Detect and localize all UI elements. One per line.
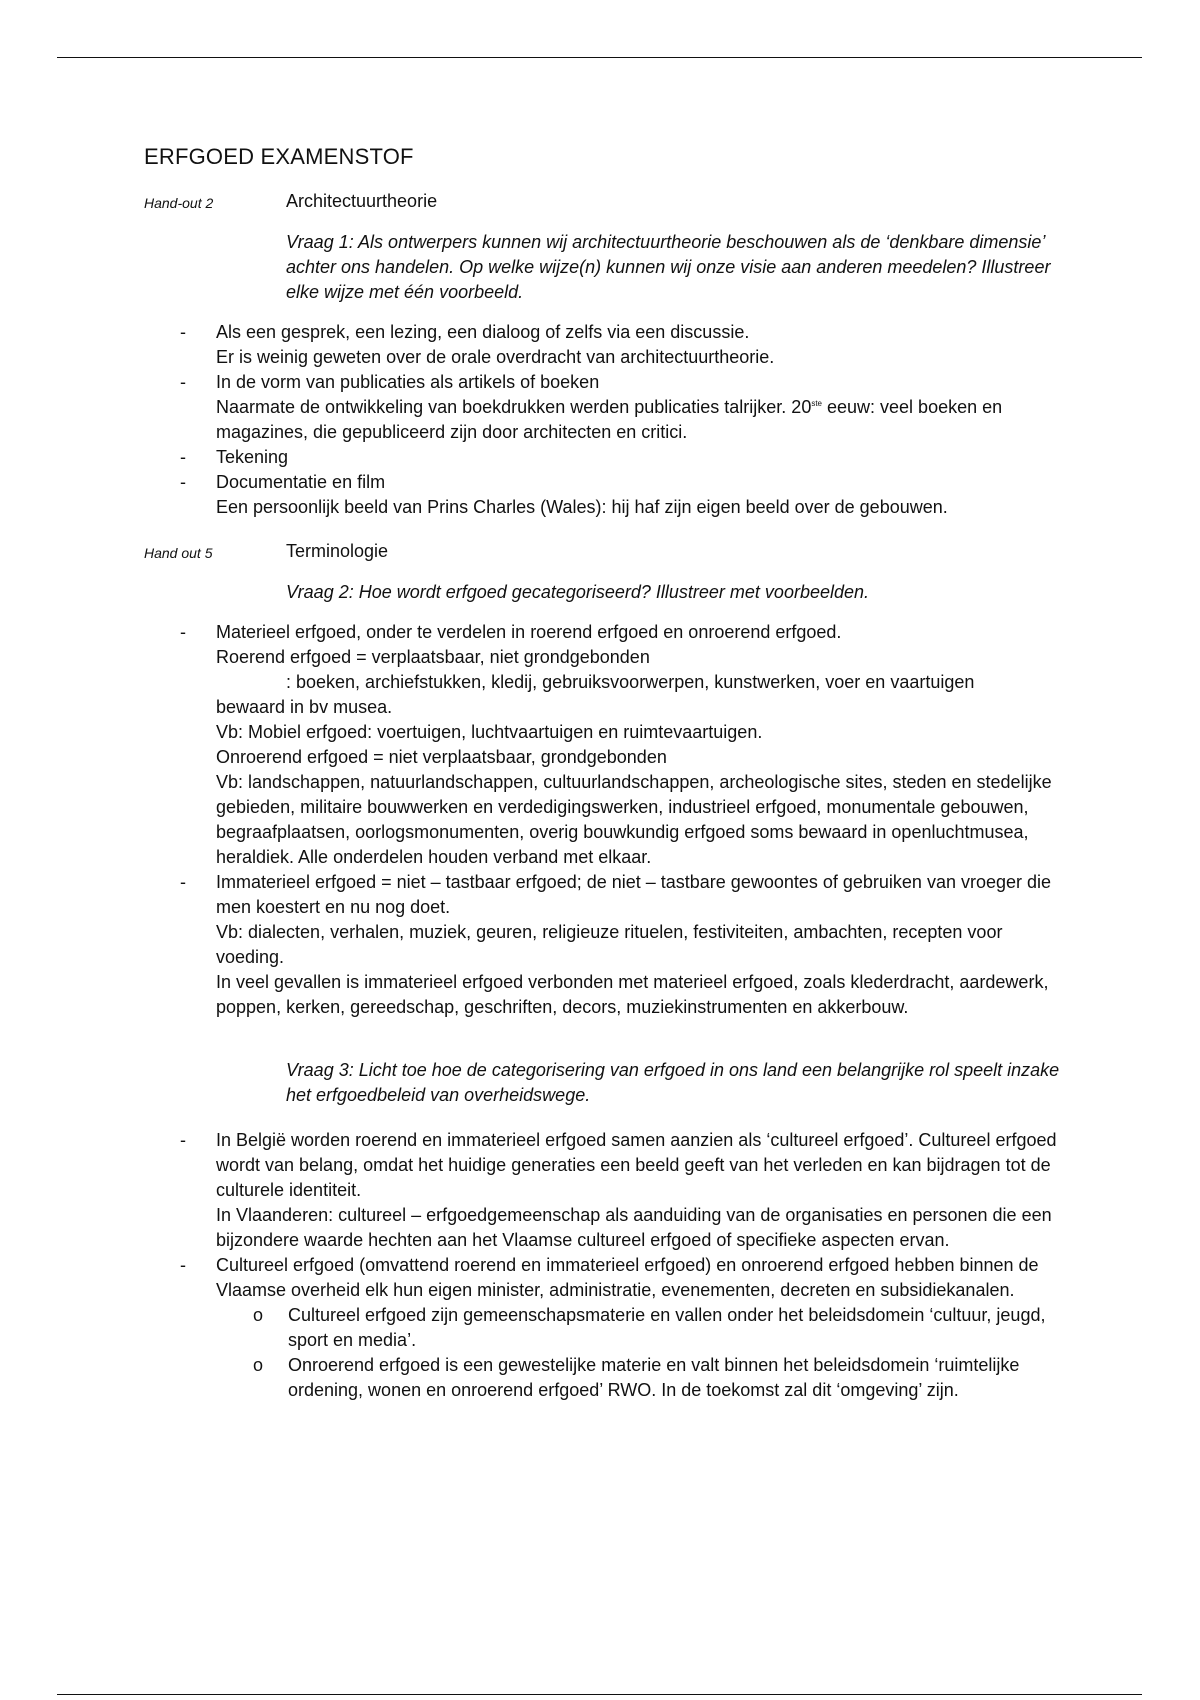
- list-item: [175, 870, 1075, 1020]
- item-line: Vb: landschappen, natuurlandschappen, cultuurlandschappen, archeologische sites, steden en stedelijke gebieden, militaire bouwwerken en verdedigingswerken, industrieel erfgoed, monumentale gebouwen, begraafplaatsen, oorlogsmonumenten, overig bouwkundig erfgoed soms bewaard in openluchtmusea, heraldiek. Alle onderdelen houden verband met elkaar.: [216, 772, 1052, 867]
- handout-label: Hand out 5: [144, 545, 213, 561]
- list-item: [175, 320, 1075, 370]
- document-title: ERFGOED EXAMENSTOF: [144, 144, 414, 169]
- item-line: Een persoonlijk beeld van Prins Charles (Wales): hij haf zijn eigen beeld over de gebouwen.: [216, 497, 948, 517]
- question-text: Vraag 2: Hoe wordt erfgoed gecategoriseerd? Illustreer met voorbeelden.: [286, 582, 870, 602]
- list-item: [175, 620, 1075, 870]
- item-line: - Tekening: [216, 447, 289, 467]
- section-title: Terminologie: [286, 541, 389, 561]
- item-line: Vb: Mobiel erfgoed: voertuigen, luchtvaartuigen en ruimtevaartuigen.: [216, 722, 763, 742]
- item-line: Vb: dialecten, verhalen, muziek, geuren, religieuze rituelen, festiviteiten, ambachten, recepten voor voeding.: [216, 922, 1003, 967]
- header-rule: [57, 57, 1142, 58]
- handout-label: Hand-out 2: [144, 195, 214, 211]
- sub-list-item: o Cultureel erfgoed zijn gemeenschapsmaterie en vallen onder het beleidsdomein ‘cultuur, jeugd, sport en media’.: [216, 1303, 1075, 1353]
- item-line: Er is weinig geweten over de orale overdracht van architectuurtheorie.: [216, 347, 775, 367]
- item-text: eeuw: veel boeken en magazines, die gepubliceerd zijn door architecten en critici.: [216, 397, 1003, 442]
- item-line: - Als een gesprek, een lezing, een dialoog of zelfs via een discussie.: [216, 322, 750, 342]
- list-item: [175, 1128, 1075, 1253]
- question-text: Vraag 1: Als ontwerpers kunnen wij architectuurtheorie beschouwen als de ‘denkbare dimensie’ achter ons handelen. Op welke wijze(n) kunnen wij onze visie aan anderen meedelen? Illustreer elke wijze met één voorbeeld.: [286, 232, 1051, 302]
- item-line: : boeken, archiefstukken, kledij, gebruiksvoorwerpen, kunstwerken, voer en vaartuigen: [286, 672, 975, 692]
- list-item: [175, 470, 1075, 520]
- item-line: Roerend erfgoed = verplaatsbaar, niet grondgebonden: [216, 647, 650, 667]
- item-line: bewaard in bv musea.: [216, 697, 393, 717]
- item-line: In Vlaanderen: cultureel – erfgoedgemeenschap als aanduiding van de organisaties en personen die een bijzondere waarde hechten aan het Vlaamse cultureel erfgoed of specifieke aspecten ervan.: [216, 1205, 1052, 1250]
- item-line: In veel gevallen is immaterieel erfgoed verbonden met materieel erfgoed, zoals klederdracht, aardewerk, poppen, kerken, gereedschap, geschriften, decors, muziekinstrumenten en akkerbouw.: [216, 972, 1049, 1017]
- list-item: [175, 1253, 1075, 1403]
- item-line: - Documentatie en film: [216, 472, 386, 492]
- answer-list: [175, 1128, 1075, 1403]
- item-line: - In België worden roerend en immaterieel erfgoed samen aanzien als ‘cultureel erfgoed’. Cultureel erfgoed wordt van belang, omdat het huidige generaties een beeld geeft van het verleden en kan bijdragen tot de culturele identiteit.: [216, 1130, 1057, 1200]
- footer-rule: [57, 1694, 1142, 1695]
- item-line: - Materieel erfgoed, onder te verdelen in roerend erfgoed en onroerend erfgoed.: [216, 622, 842, 642]
- item-line: - In de vorm van publicaties als artikels of boeken: [216, 372, 600, 392]
- item-line: - Immaterieel erfgoed = niet – tastbaar erfgoed; de niet – tastbare gewoontes of gebruiken van vroeger die men koestert en nu nog doet.: [216, 872, 1052, 917]
- item-text: Naarmate de ontwikkeling van boekdrukken werden publicaties talrijker. 20: [216, 397, 812, 417]
- list-item: [175, 445, 1075, 470]
- answer-list: [175, 320, 1075, 520]
- section-title: Architectuurtheorie: [286, 191, 438, 211]
- sub-list: [216, 1303, 1075, 1403]
- item-line: Onroerend erfgoed = niet verplaatsbaar, grondgebonden: [216, 747, 667, 767]
- answer-list: [175, 620, 1075, 1020]
- list-item: [175, 370, 1075, 445]
- question-text: Vraag 3: Licht toe hoe de categorisering van erfgoed in ons land een belangrijke rol speelt inzake het erfgoedbeleid van overheidswege.: [286, 1060, 1060, 1105]
- item-line: - Cultureel erfgoed (omvattend roerend en immaterieel erfgoed) en onroerend erfgoed hebben binnen de Vlaamse overheid elk hun eigen minister, administratie, evenementen, decreten en subsidiekanalen.: [216, 1255, 1039, 1300]
- item-line: [216, 395, 1075, 445]
- sub-list-item: o Onroerend erfgoed is een gewestelijke materie en valt binnen het beleidsdomein ‘ruimtelijke ordening, wonen en onroerend erfgoed’ RWO. In de toekomst zal dit ‘omgeving’ zijn.: [216, 1353, 1075, 1403]
- superscript: ste: [811, 399, 822, 408]
